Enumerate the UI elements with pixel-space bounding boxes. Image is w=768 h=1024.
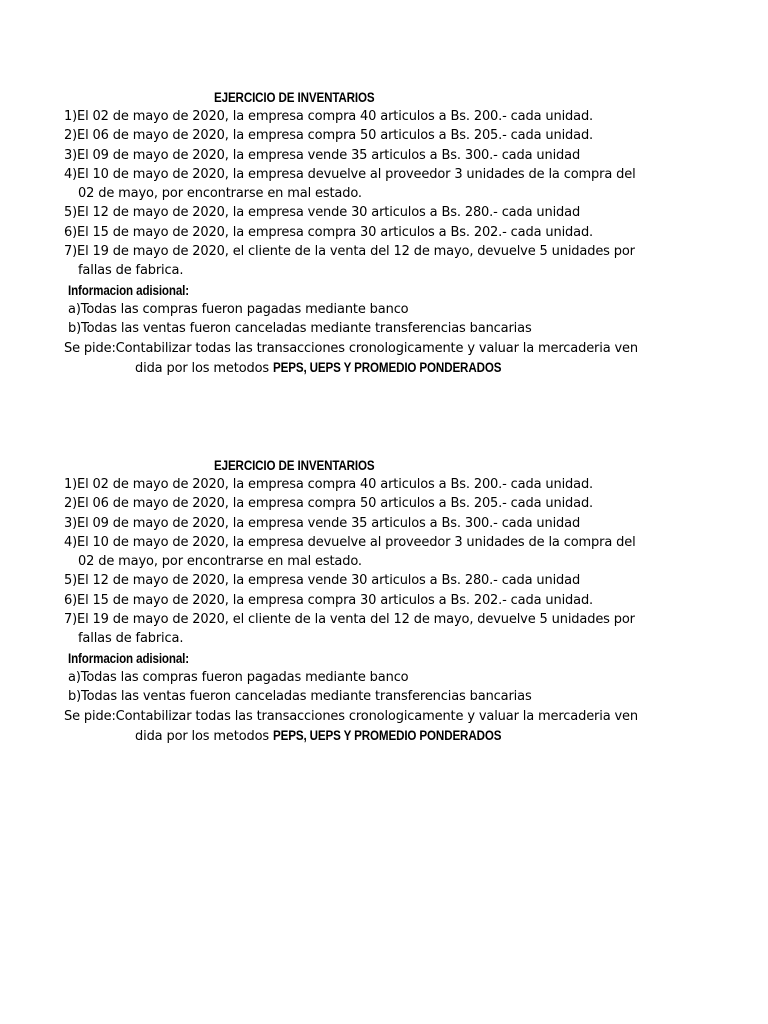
task-line-2 (135, 358, 539, 378)
exercise-item-1: 1)El 02 de mayo de 2020, la empresa compra 40 articulos a Bs. 200.- cada unidad. (64, 109, 594, 124)
exercise-item-4: 4)El 10 de mayo de 2020, la empresa devuelve al proveedor 3 unidades de la compra del (64, 167, 636, 182)
exercise-item-4: 4)El 10 de mayo de 2020, la empresa devuelve al proveedor 3 unidades de la compra del (64, 535, 636, 550)
exercise-item-6: 6)El 15 de mayo de 2020, la empresa compra 30 articulos a Bs. 202.- cada unidad. (64, 225, 594, 240)
task-line-2-prefix: dida por los metodos (135, 729, 274, 744)
task-line-2 (135, 726, 539, 746)
info-heading-text: Informacion adisional: (68, 283, 190, 298)
info-heading-text: Informacion adisional: (68, 651, 190, 666)
info-item-b: b)Todas las ventas fueron canceladas mediante transferencias bancarias (68, 321, 532, 336)
info-item-a: a)Todas las compras fueron pagadas mediante banco (68, 302, 409, 317)
exercise-item-4-continued: 02 de mayo, por encontrarse en mal estado. (78, 554, 362, 569)
task-line-1: Se pide:Contabilizar todas las transacciones cronologicamente y valuar la mercaderia ven (64, 709, 638, 724)
exercise-item-3: 3)El 09 de mayo de 2020, la empresa vende 35 articulos a Bs. 300.- cada unidad (64, 516, 581, 531)
info-item-a: a)Todas las compras fueron pagadas mediante banco (68, 670, 409, 685)
info-item-b: b)Todas las ventas fueron canceladas mediante transferencias bancarias (68, 689, 532, 704)
exercise-title: EJERCICIO DE INVENTARIOS (214, 90, 375, 105)
exercise-item-5: 5)El 12 de mayo de 2020, la empresa vende 30 articulos a Bs. 280.- cada unidad (64, 205, 581, 220)
exercise-item-5: 5)El 12 de mayo de 2020, la empresa vende 30 articulos a Bs. 280.- cada unidad (64, 573, 581, 588)
info-heading (68, 649, 209, 669)
exercise-item-7: 7)El 19 de mayo de 2020, el cliente de la venta del 12 de mayo, devuelve 5 unidades por (64, 244, 635, 259)
exercise-title: EJERCICIO DE INVENTARIOS (214, 458, 375, 473)
exercise-item-7-continued: fallas de fabrica. (78, 263, 184, 278)
task-methods: PEPS, UEPS Y PROMEDIO PONDERADOS (273, 360, 502, 375)
exercise-item-6: 6)El 15 de mayo de 2020, la empresa compra 30 articulos a Bs. 202.- cada unidad. (64, 593, 594, 608)
task-line-1: Se pide:Contabilizar todas las transacciones cronologicamente y valuar la mercaderia ven (64, 341, 638, 356)
exercise-item-7: 7)El 19 de mayo de 2020, el cliente de la venta del 12 de mayo, devuelve 5 unidades por (64, 612, 635, 627)
exercise-item-3: 3)El 09 de mayo de 2020, la empresa vende 35 articulos a Bs. 300.- cada unidad (64, 148, 581, 163)
exercise-item-7-continued: fallas de fabrica. (78, 631, 184, 646)
exercise-item-2: 2)El 06 de mayo de 2020, la empresa compra 50 articulos a Bs. 205.- cada unidad. (64, 128, 594, 143)
task-methods: PEPS, UEPS Y PROMEDIO PONDERADOS (273, 728, 502, 743)
exercise-item-4-continued: 02 de mayo, por encontrarse en mal estado. (78, 186, 362, 201)
exercise-item-1: 1)El 02 de mayo de 2020, la empresa compra 40 articulos a Bs. 200.- cada unidad. (64, 477, 594, 492)
task-line-2-prefix: dida por los metodos (135, 361, 274, 376)
info-heading (68, 281, 209, 301)
exercise-item-2: 2)El 06 de mayo de 2020, la empresa compra 50 articulos a Bs. 205.- cada unidad. (64, 496, 594, 511)
